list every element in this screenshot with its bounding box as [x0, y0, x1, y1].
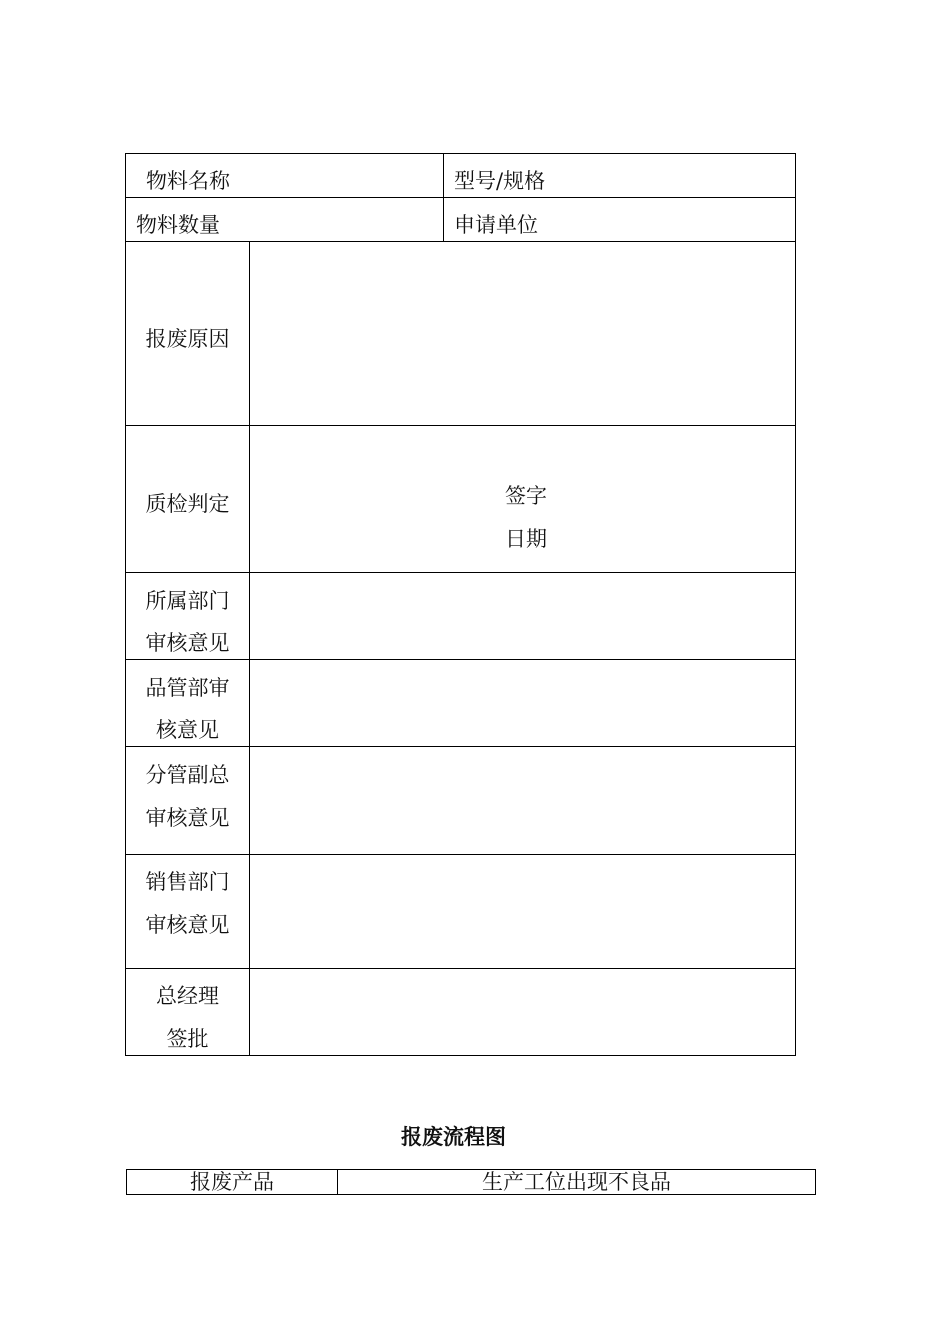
- table-border-right: [795, 153, 796, 1056]
- flow-col2-label: 生产工位出现不良品: [482, 1170, 671, 1194]
- sales-review-label-line2: 审核意见: [145, 913, 230, 937]
- applicant-unit-label: 申请单位: [454, 213, 538, 237]
- vp-review-label-line1: 分管副总: [145, 763, 230, 787]
- qa-review-label-line2: 核意见: [156, 718, 219, 742]
- qa-review-field[interactable]: [250, 660, 795, 746]
- material-name-label: 物料名称: [146, 169, 230, 193]
- dept-review-label-line2: 审核意见: [145, 631, 230, 655]
- dept-review-field[interactable]: [250, 573, 795, 659]
- material-qty-label: 物料数量: [136, 213, 220, 237]
- sales-review-label-line1: 销售部门: [145, 870, 230, 894]
- qa-review-label-line1: 品管部审: [145, 676, 230, 700]
- model-spec-label: 型号/规格: [454, 169, 546, 193]
- signature-label: 签字: [505, 484, 547, 508]
- gm-approval-field[interactable]: [250, 969, 795, 1055]
- table-border-top: [125, 153, 796, 154]
- col-divider-top-rows: [443, 153, 444, 241]
- gm-approval-label-line1: 总经理: [156, 984, 219, 1008]
- flow-col1-label: 报废产品: [190, 1170, 274, 1194]
- flow-border-bottom: [126, 1194, 816, 1195]
- flow-chart-title: 报废流程图: [401, 1125, 506, 1149]
- flow-border-right: [815, 1169, 816, 1195]
- scrap-reason-field[interactable]: [250, 242, 795, 425]
- dept-review-label-line1: 所属部门: [145, 589, 230, 613]
- qc-judgement-label: 质检判定: [145, 492, 230, 516]
- vp-review-label-line2: 审核意见: [145, 806, 230, 830]
- gm-approval-label-line2: 签批: [166, 1027, 209, 1051]
- vp-review-field[interactable]: [250, 747, 795, 854]
- row-divider: [125, 197, 796, 198]
- scrap-reason-label: 报废原因: [145, 327, 230, 351]
- sales-review-field[interactable]: [250, 855, 795, 968]
- date-label: 日期: [505, 527, 547, 551]
- table-border-bottom: [125, 1055, 796, 1056]
